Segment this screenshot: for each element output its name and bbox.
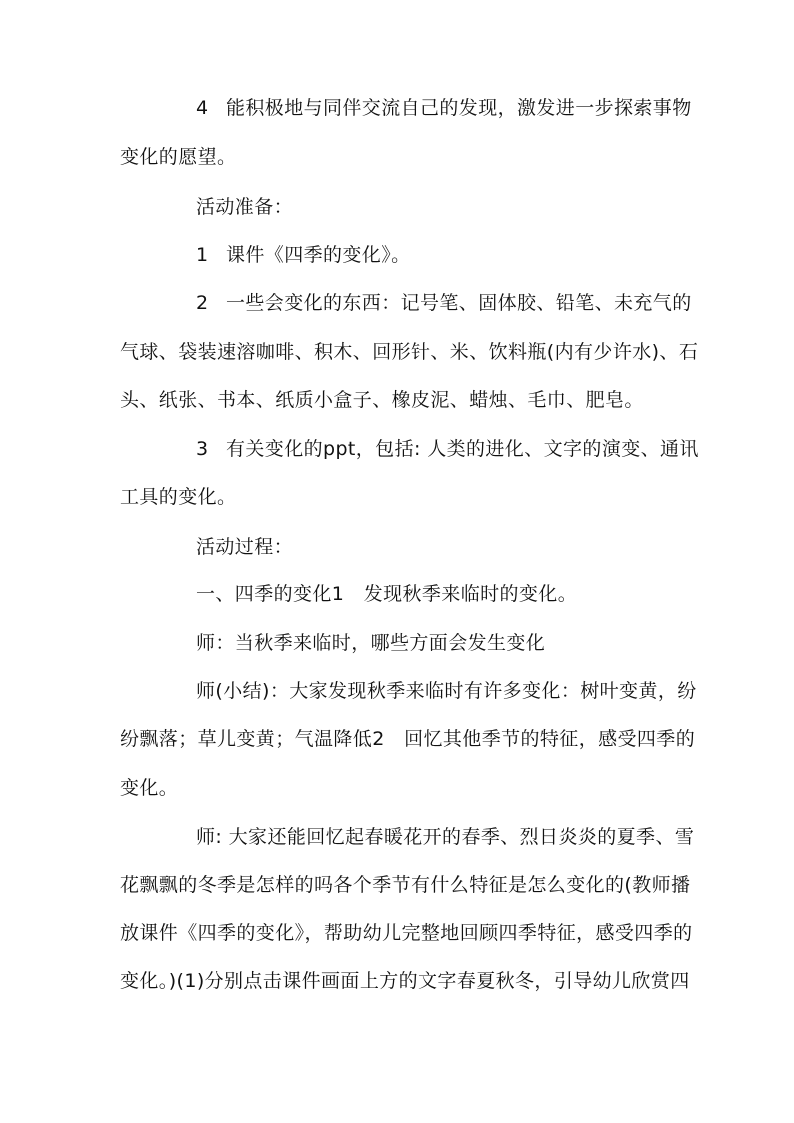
paragraph-line xyxy=(196,288,692,318)
line-text: 能积极地与同伴交流自己的发现，激发进一步探索事物 xyxy=(226,97,692,119)
paragraph-line: 头、纸张、书本、纸质小盒子、橡皮泥、蜡烛、毛巾、肥皂。 xyxy=(120,389,644,411)
paragraph-line: 变化。)(1)分别点击课件画面上方的文字春夏秋冬，引导幼儿欣赏四 xyxy=(120,970,690,992)
paragraph-line: 变化。 xyxy=(120,777,179,799)
paragraph-line: 纷飘落；草儿变黄；气温降低2 回忆其他季节的特征，感受四季的 xyxy=(120,728,696,750)
paragraph-line: 师：当秋季来临时，哪些方面会发生变化 xyxy=(196,632,546,654)
paragraph-line xyxy=(196,93,692,123)
paragraph-line xyxy=(196,434,699,464)
paragraph-line: 师: 大家还能回忆起春暖花开的春季、烈日炎炎的夏季、雪 xyxy=(196,826,695,848)
line-text: 一些会变化的东西：记号笔、固体胶、铅笔、未充气的 xyxy=(226,292,692,314)
paragraph-line: 师(小结)：大家发现秋季来临时有许多变化：树叶变黄，纷 xyxy=(196,680,697,702)
line-text: 课件《四季的变化》。 xyxy=(226,244,411,266)
item-number: 1 xyxy=(196,244,209,266)
section-heading: 活动准备： xyxy=(196,196,294,218)
paragraph-line: 变化的愿望。 xyxy=(120,146,237,168)
item-number: 3 xyxy=(196,438,209,460)
paragraph-line: 气球、袋装速溶咖啡、积木、回形针、米、饮料瓶(内有少许水)、石 xyxy=(120,341,699,363)
item-number: 4 xyxy=(196,97,209,119)
section-heading: 活动过程： xyxy=(196,536,294,558)
paragraph-line: 工具的变化。 xyxy=(120,486,237,508)
line-text: 有关变化的ppt，包括: 人类的进化、文字的演变、通讯 xyxy=(226,438,699,460)
paragraph-line: 一、四季的变化1 发现秋季来临时的变化。 xyxy=(196,583,578,605)
item-number: 2 xyxy=(196,292,209,314)
paragraph-line xyxy=(196,240,411,270)
paragraph-line: 放课件《四季的变化》，帮助幼儿完整地回顾四季特征，感受四季的 xyxy=(120,922,693,944)
paragraph-line: 花飘飘的冬季是怎样的吗各个季节有什么特征是怎么变化的(教师播 xyxy=(120,874,691,896)
